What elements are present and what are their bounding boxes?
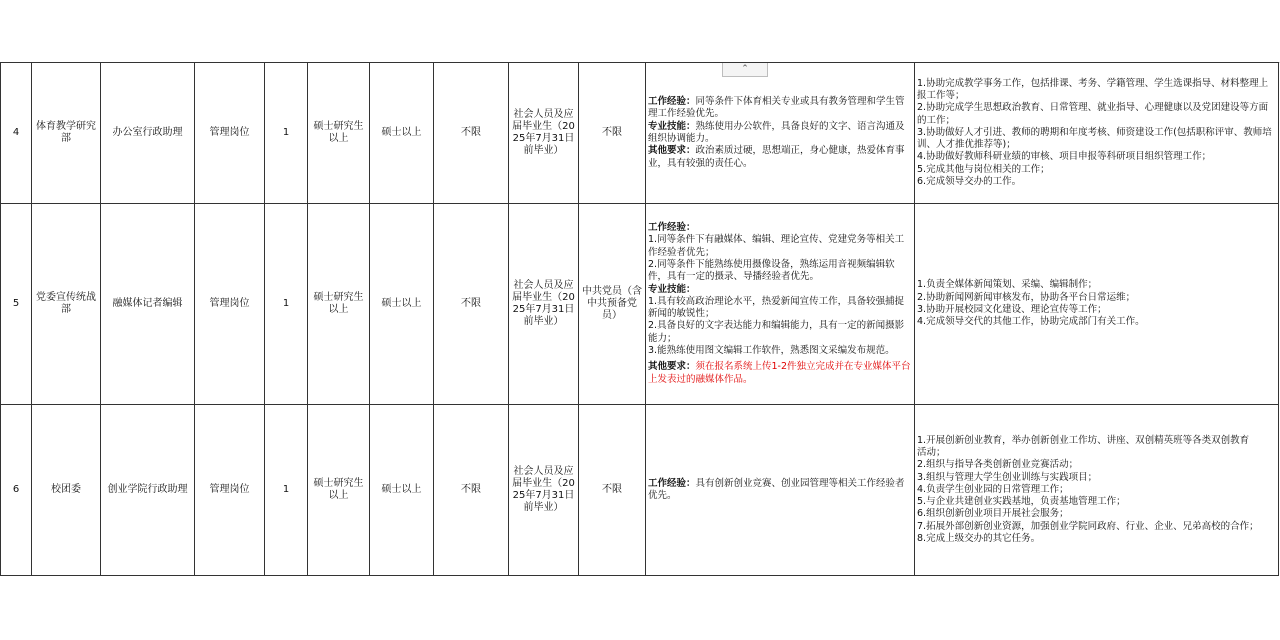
- cell-category: 管理岗位: [195, 63, 265, 204]
- req-text: 2.具备良好的文字表达能力和编辑能力，具有一定的新闻摄影能力；: [648, 320, 905, 344]
- req-label: 其他要求：: [648, 361, 696, 373]
- req-label: 工作经验：: [648, 96, 696, 108]
- cell-duties: [915, 204, 1279, 405]
- recruitment-table: [0, 62, 1279, 576]
- req-text: 政治素质过硬，思想端正，身心健康，热爱体育事业，具有较强的责任心。: [648, 145, 905, 169]
- duty-line: 3.协助做好人才引进、教师的聘期和年度考核、师资建设工作(包括职称评审、教师培训、人才推优推荐等)；: [917, 126, 1272, 151]
- req-text: 同等条件下体育相关专业或具有教务管理和学生管理工作经验优先。: [648, 96, 905, 120]
- duty-line: 2.组织与指导各类创新创业竞赛活动；: [917, 459, 1079, 471]
- req-text: 1.具有较高政治理论水平，热爱新闻宣传工作，具备较强捕捉新闻的敏锐性；: [648, 295, 905, 320]
- req-label: 工作经验：: [648, 477, 696, 489]
- cell-politics: 中共党员（含中共预备党员）: [579, 204, 646, 405]
- req-label: 专业技能：: [648, 120, 696, 132]
- cell-politics: 不限: [579, 405, 646, 576]
- cell-degree: 硕士以上: [370, 204, 434, 405]
- req-text-red: 须在报名系统上传1-2件独立完成并在专业媒体平台上发表过的融媒体作品。: [648, 361, 911, 385]
- cell-category: 管理岗位: [195, 204, 265, 405]
- cell-dept: 校团委: [32, 405, 101, 576]
- cell-target: 社会人员及应届毕业生（2025年7月31日前毕业）: [509, 204, 579, 405]
- cell-no: 4: [1, 63, 32, 204]
- cell-requirements: [646, 63, 915, 204]
- cell-category: 管理岗位: [195, 405, 265, 576]
- cell-major: 不限: [434, 63, 509, 204]
- cell-degree: 硕士以上: [370, 405, 434, 576]
- duty-line: 4.完成领导交代的其他工作，协助完成部门有关工作。: [917, 316, 1145, 328]
- cell-target: 社会人员及应届毕业生（2025年7月31日前毕业）: [509, 63, 579, 204]
- duty-line: 5.与企业共建创业实践基地，负责基地管理工作；: [917, 496, 1126, 508]
- duty-line: 4.负责学生创业园的日常管理工作；: [917, 483, 1069, 495]
- duty-line: 活动；: [917, 446, 946, 458]
- cell-count: 1: [265, 63, 308, 204]
- cell-no: 5: [1, 204, 32, 405]
- cell-major: 不限: [434, 405, 509, 576]
- cell-education: 硕士研究生以上: [308, 204, 370, 405]
- cell-duties: [915, 63, 1279, 204]
- duty-line: 1.负责全媒体新闻策划、采编、编辑制作；: [917, 279, 1098, 291]
- req-text: 3.能熟练使用图文编辑工作软件，熟悉图文采编发布规范。: [648, 345, 895, 357]
- duty-line: 7.拓展外部创新创业资源，加强创业学院同政府、行业、企业、兄弟高校的合作；: [917, 520, 1259, 532]
- duty-line: 4.协助做好教师科研业绩的审核、项目申报等科研项目组织管理工作；: [917, 151, 1212, 163]
- recruitment-table-viewport[interactable]: [0, 62, 1280, 577]
- duty-line: 2.协助完成学生思想政治教育、日常管理、就业指导、心理健康以及党团建设等方面的工作；: [917, 102, 1269, 126]
- collapse-handle[interactable]: [722, 63, 768, 77]
- cell-count: 1: [265, 405, 308, 576]
- cell-education: 硕士研究生以上: [308, 405, 370, 576]
- duty-line: 3.组织与管理大学生创业训练与实践项目；: [917, 471, 1098, 483]
- req-label: 工作经验：: [648, 222, 696, 234]
- cell-degree: 硕士以上: [370, 63, 434, 204]
- duty-line: 6.组织创新创业项目开展社会服务；: [917, 508, 1069, 520]
- cell-position: 创业学院行政助理: [101, 405, 195, 576]
- cell-requirements: [646, 405, 915, 576]
- req-text: 1.同等条件下有融媒体、编辑、理论宣传、党建党务等相关工作经验者优先；: [648, 234, 905, 258]
- duty-line: 6.完成领导交办的工作。: [917, 176, 1022, 188]
- table-row: [1, 405, 1279, 576]
- cell-target: 社会人员及应届毕业生（2025年7月31日前毕业）: [509, 405, 579, 576]
- duty-line: 5.完成其他与岗位相关的工作；: [917, 163, 1050, 175]
- chevron-up-icon: ⌃: [741, 64, 749, 74]
- duty-line: 1.协助完成教学事务工作，包括排课、考务、学籍管理、学生选课指导、材料整理上报工作等；: [917, 77, 1269, 101]
- req-text: 2.同等条件下能熟练使用摄像设备，熟练运用音视频编辑软件，具有一定的摄录、导播经验者优先。: [648, 258, 895, 283]
- req-text: 具有创新创业竞赛、创业园管理等相关工作经验者优先。: [648, 477, 905, 501]
- cell-requirements: [646, 204, 915, 405]
- cell-education: 硕士研究生以上: [308, 63, 370, 204]
- cell-position: 融媒体记者编辑: [101, 204, 195, 405]
- cell-dept: 体育教学研究部: [32, 63, 101, 204]
- cell-dept: 党委宣传统战部: [32, 204, 101, 405]
- duty-line: 3.协助开展校园文化建设、理论宣传等工作；: [917, 304, 1107, 315]
- cell-position: 办公室行政助理: [101, 63, 195, 204]
- cell-no: 6: [1, 405, 32, 576]
- table-row: [1, 63, 1279, 204]
- cell-count: 1: [265, 204, 308, 405]
- req-label: 其他要求：: [648, 145, 696, 157]
- cell-major: 不限: [434, 204, 509, 405]
- duty-line: 1.开展创新创业教育，举办创新创业工作坊、讲座、双创精英班等各类双创教育: [917, 434, 1250, 446]
- duty-line: 2.协助新闻网新闻审核发布，协助各平台日常运维；: [917, 291, 1136, 303]
- page-bottom-margin: [0, 577, 1280, 640]
- req-label: 专业技能：: [648, 283, 696, 295]
- cell-politics: 不限: [579, 63, 646, 204]
- table-row: [1, 204, 1279, 405]
- cell-duties: [915, 405, 1279, 576]
- req-text: 熟练使用办公软件，具备良好的文字、语言沟通及组织协调能力。: [648, 120, 905, 144]
- duty-line: 8.完成上级交办的其它任务。: [917, 533, 1041, 545]
